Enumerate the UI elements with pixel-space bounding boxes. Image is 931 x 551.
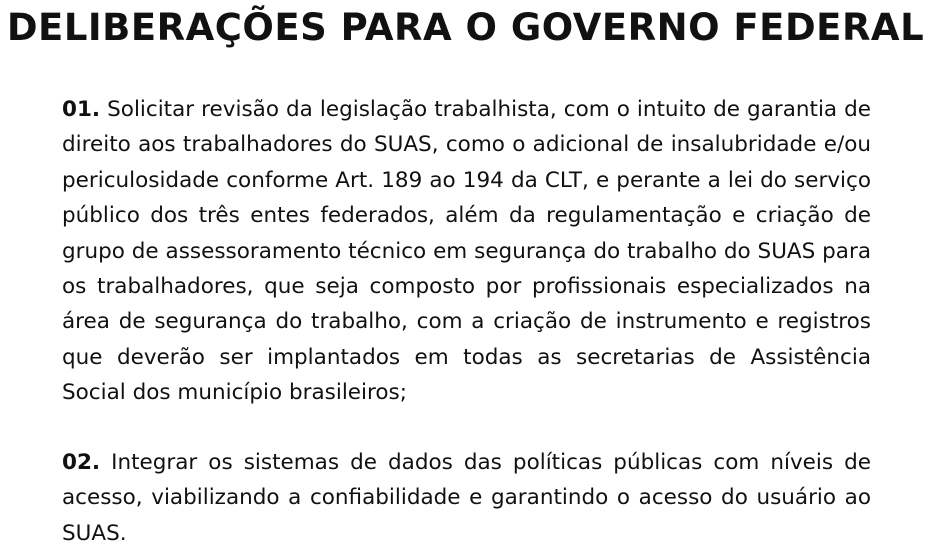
item-text: Integrar os sistemas de dados das políticas públicas com níveis de acesso, viabilizando a confiabilidade e garantindo o acesso do usuário ao SUAS. xyxy=(62,450,871,546)
deliberation-item-02 xyxy=(62,445,871,551)
deliberation-item-01 xyxy=(62,92,871,411)
item-number: 01. xyxy=(62,97,101,122)
item-number: 02. xyxy=(62,450,101,475)
item-text: Solicitar revisão da legislação trabalhista, com o intuito de garantia de direito aos trabalhadores do SUAS, como o adicional de insalubridade e/ou periculosidade conforme Art. 189 ao 194 da CLT, e perante a lei do serviço público dos três entes federados, além da regulamentação e criação de grupo de assessoramento técnico em segurança do trabalho do SUAS para os trabalhadores, que seja composto por profissionais especializados na área de segurança do trabalho, com a criação de instrumento e registros que deverão ser implantados em todas as secretarias de Assistência Social dos município brasileiros; xyxy=(62,97,871,406)
page-title: DELIBERAÇÕES PARA O GOVERNO FEDERAL xyxy=(6,6,925,49)
